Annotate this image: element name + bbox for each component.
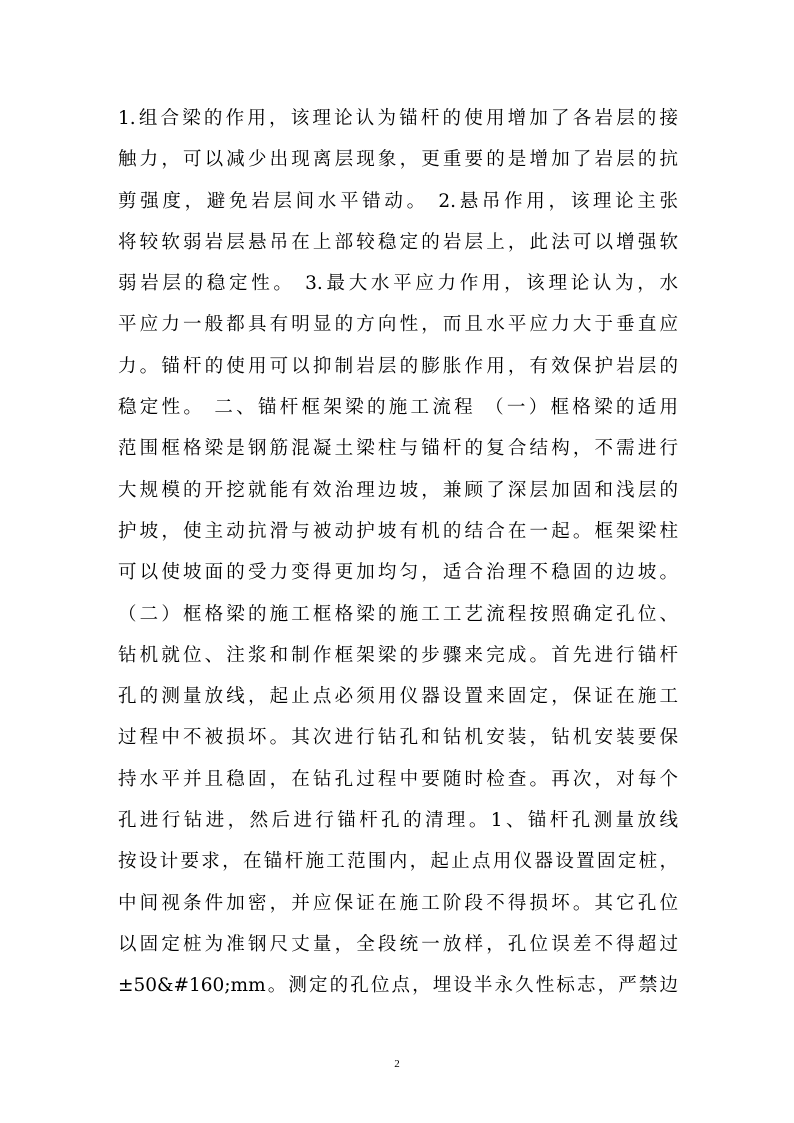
text-line: 按设计要求，在锚杆施工范围内，起止点用仪器设置固定桩， bbox=[118, 851, 678, 873]
text-line: 中间视条件加密，并应保证在施工阶段不得损坏。其它孔位 bbox=[118, 892, 678, 914]
text-line: ±50&#160;mm。测定的孔位点，埋设半永久性标志，严禁边 bbox=[118, 975, 678, 997]
text-line: 护坡，使主动抗滑与被动护坡有机的结合在一起。框架梁柱 bbox=[118, 520, 678, 542]
text-line: 大规模的开挖就能有效治理边坡，兼顾了深层加固和浅层的 bbox=[118, 479, 678, 501]
text-line: 稳定性。 二、锚杆框架梁的施工流程 （一）框格梁的适用 bbox=[118, 397, 678, 419]
text-line: 可以使坡面的受力变得更加均匀，适合治理不稳固的边坡。 bbox=[118, 562, 678, 584]
text-line: 范围框格梁是钢筋混凝土梁柱与锚杆的复合结构，不需进行 bbox=[118, 438, 678, 460]
text-line: 触力，可以减少出现离层现象，更重要的是增加了岩层的抗 bbox=[118, 149, 678, 171]
text-line: 过程中不被损坏。其次进行钻孔和钻机安装，钻机安装要保 bbox=[118, 727, 678, 749]
text-line: 孔的测量放线，起止点必须用仪器设置来固定，保证在施工 bbox=[118, 686, 678, 708]
body-text bbox=[118, 98, 678, 1007]
text-line: 平应力一般都具有明显的方向性，而且水平应力大于垂直应 bbox=[118, 314, 678, 336]
text-line: 力。锚杆的使用可以抑制岩层的膨胀作用，有效保护岩层的 bbox=[118, 355, 678, 377]
text-line: 钻机就位、注浆和制作框架梁的步骤来完成。首先进行锚杆 bbox=[118, 644, 678, 666]
text-line: 1.组合梁的作用，该理论认为锚杆的使用增加了各岩层的接 bbox=[118, 108, 678, 129]
text-line: 持水平并且稳固，在钻孔过程中要随时检查。再次，对每个 bbox=[118, 768, 678, 790]
text-line: 弱岩层的稳定性。 3.最大水平应力作用，该理论认为，水 bbox=[118, 273, 678, 295]
text-line: 孔进行钻进，然后进行锚杆孔的清理。1、锚杆孔测量放线 bbox=[118, 810, 678, 832]
text-line: 剪强度，避免岩层间水平错动。 2.悬吊作用，该理论主张 bbox=[118, 190, 678, 212]
text-line: 以固定桩为准钢尺丈量，全段统一放样，孔位误差不得超过 bbox=[118, 933, 678, 955]
page-number: 2 bbox=[394, 1058, 400, 1070]
text-line: 将较软弱岩层悬吊在上部较稳定的岩层上，此法可以增强软 bbox=[118, 231, 678, 253]
text-line: （二）框格梁的施工框格梁的施工工艺流程按照确定孔位、 bbox=[118, 603, 678, 625]
